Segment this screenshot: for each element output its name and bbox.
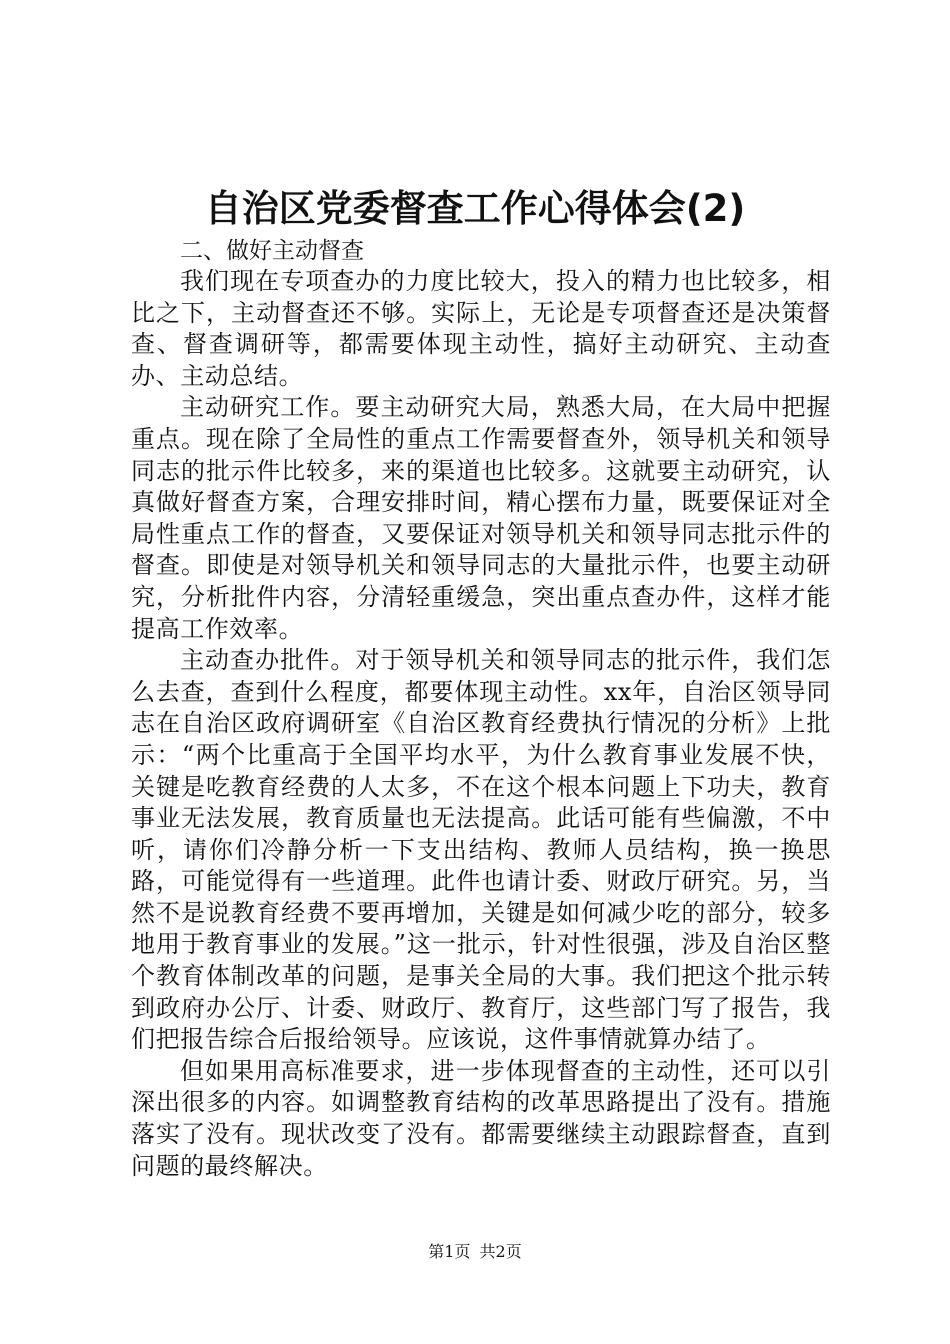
paragraph-3: 主动查办批件。对于领导机关和领导同志的批示件，我们怎么去查，查到什么程度，都要体现主动性。xx年，自治区领导同志在自治区政府调研室《自治区教育经费执行情况的分析》上批示：“两个比重高于全国平均水平，为什么教育事业发展不快，关键是吃教育经费的人太多，不在这个根本问题上下功夫，教育事业无法发展，教育质量也无法提高。此话可能有些偏激，不中听，请你们冷静分析一下支出结构、教师人员结构，换一换思路，可能觉得有一些道理。此件也请计委、财政厅研究。另，当然不是说教育经费不要再增加，关键是如何减少吃的部分，较多地用于教育事业的发展。”这一批示，针对性很强，涉及自治区整个教育体制改革的问题，是事关全局的大事。我们把这个批示转到政府办公厅、计委、财政厅、教育厅，这些部门写了报告，我们把报告综合后报给领导。应该说，这件事情就算办结了。 — [131, 646, 831, 1054]
paragraph-4: 但如果用高标准要求，进一步体现督查的主动性，还可以引深出很多的内容。如调整教育结构的改革思路提出了没有。措施落实了没有。现状改变了没有。都需要继续主动跟踪督查，直到问题的最终解决。 — [131, 1056, 831, 1180]
document-body — [131, 236, 831, 1182]
paragraph-1: 我们现在专项查办的力度比较大，投入的精力也比较多，相比之下，主动督查还不够。实际上，无论是专项督查还是决策督查、督查调研等，都需要体现主动性，搞好主动研究、主动查办、主动总结。 — [131, 267, 831, 390]
page-footer — [0, 1241, 950, 1263]
page-total: 共2页 — [479, 1242, 522, 1261]
page-number: 第1页 — [428, 1242, 471, 1261]
section-heading: 二、做好主动督查 — [180, 238, 364, 264]
paragraph-2: 主动研究工作。要主动研究大局，熟悉大局，在大局中把握重点。现在除了全局性的重点工作需要督查外，领导机关和领导同志的批示件比较多，来的渠道也比较多。这就要主动研究，认真做好督查方案，合理安排时间，精心摆布力量，既要保证对全局性重点工作的督查，又要保证对领导机关和领导同志批示件的督查。即使是对领导机关和领导同志的大量批示件，也要主动研究，分析批件内容，分清轻重缓急，突出重点查办件，这样才能提高工作效率。 — [131, 393, 831, 643]
document-title: 自治区党委督查工作心得体会(2) — [204, 187, 746, 230]
